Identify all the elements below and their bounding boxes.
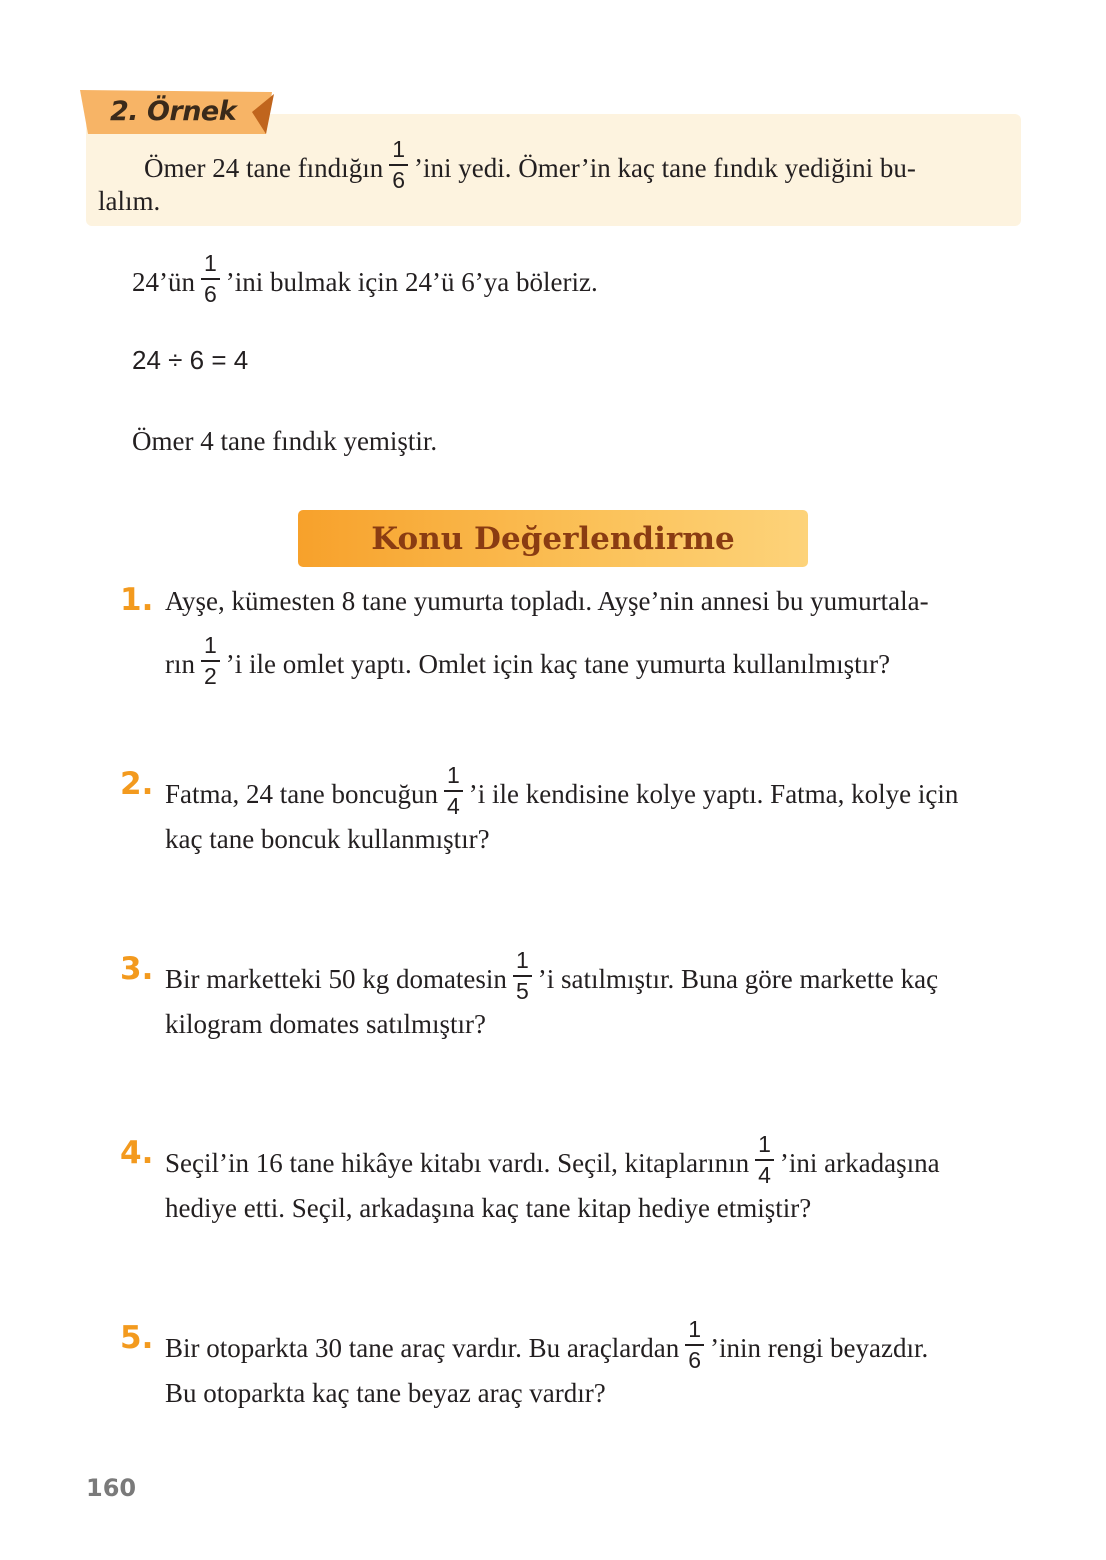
question-text-before: Seçil’in 16 tane hikâye kitabı vardı. Seçil, kitaplarının xyxy=(165,1148,750,1179)
example-text-after: ’ini yedi. Ömer’in kaç tane fındık yediğini bu- xyxy=(414,153,916,184)
question-text-before: Fatma, 24 tane boncuğun xyxy=(165,779,438,810)
page-number: 160 xyxy=(86,1474,137,1502)
question-text-before: Bir otoparkta 30 tane araç vardır. Bu araçlardan xyxy=(165,1333,680,1364)
fraction-denominator: 6 xyxy=(688,1347,702,1373)
question-number: 5. xyxy=(120,1320,154,1356)
question-5-line-1 xyxy=(165,1316,929,1378)
example-text-before: Ömer 24 tane fındığın xyxy=(144,153,384,184)
question-text-before: rın xyxy=(165,649,195,680)
question-1-line-2 xyxy=(165,632,891,694)
question-fraction xyxy=(201,634,220,688)
fraction-numerator: 1 xyxy=(201,252,220,280)
question-fraction xyxy=(685,1318,704,1372)
question-3-line-1 xyxy=(165,947,939,1009)
fraction-numerator: 1 xyxy=(389,138,408,166)
example-fraction xyxy=(389,138,408,192)
question-text-after: ’i ile kendisine kolye yaptı. Fatma, kolye için xyxy=(468,779,959,810)
question-4-line-2: hediye etti. Seçil, arkadaşına kaç tane kitap hediye etmiştir? xyxy=(165,1193,812,1223)
section-header xyxy=(298,510,808,567)
question-fraction xyxy=(513,949,532,1003)
question-text-after: ’ini arkadaşına xyxy=(779,1148,940,1179)
question-text-after: ’i satılmıştır. Buna göre markette kaç xyxy=(537,964,939,995)
fraction-denominator: 2 xyxy=(204,663,217,689)
question-2-line-1 xyxy=(165,762,959,824)
fraction-denominator: 4 xyxy=(446,793,460,819)
question-2-line-2: kaç tane boncuk kullanmıştır? xyxy=(165,824,490,854)
example-tab xyxy=(80,90,276,136)
question-number: 4. xyxy=(120,1135,154,1171)
question-fraction xyxy=(755,1133,774,1187)
question-text-before: Bir marketteki 50 kg domatesin xyxy=(165,964,507,995)
question-text-after: ’inin rengi beyazdır. xyxy=(710,1333,929,1364)
solution-fraction xyxy=(201,252,220,306)
question-5-line-2: Bu otoparkta kaç tane beyaz araç vardır? xyxy=(165,1378,606,1408)
solution-line-1 xyxy=(132,250,598,312)
question-number: 1. xyxy=(120,582,154,618)
section-title: Konu Değerlendirme xyxy=(371,520,735,557)
example-line-2: lalım. xyxy=(98,186,161,216)
fraction-numerator: 1 xyxy=(201,634,220,662)
solution-conclusion: Ömer 4 tane fındık yemiştir. xyxy=(132,426,438,456)
question-fraction xyxy=(444,764,463,818)
fraction-denominator: 4 xyxy=(758,1162,771,1188)
fraction-numerator: 1 xyxy=(685,1318,704,1346)
fraction-denominator: 6 xyxy=(204,281,217,307)
example-tab-label: 2. Örnek xyxy=(110,96,237,127)
question-number: 3. xyxy=(120,951,154,987)
fraction-denominator: 5 xyxy=(515,978,529,1004)
solution-equation: 24 ÷ 6 = 4 xyxy=(132,345,249,375)
question-text-after: ’i ile omlet yaptı. Omlet için kaç tane yumurta kullanılmıştır? xyxy=(225,649,891,680)
question-number: 2. xyxy=(120,766,154,802)
question-1-line-1: Ayşe, kümesten 8 tane yumurta topladı. Ayşe’nin annesi bu yumurtala- xyxy=(165,586,929,616)
solution-text-after: ’ini bulmak için 24’ü 6’ya böleriz. xyxy=(225,267,598,298)
fraction-numerator: 1 xyxy=(444,764,463,792)
fraction-numerator: 1 xyxy=(755,1133,774,1161)
question-3-line-2: kilogram domates satılmıştır? xyxy=(165,1009,486,1039)
fraction-denominator: 6 xyxy=(392,167,405,193)
solution-text-before: 24’ün xyxy=(132,267,195,298)
example-line-1 xyxy=(144,136,916,198)
fraction-numerator: 1 xyxy=(513,949,532,977)
question-4-line-1 xyxy=(165,1131,940,1193)
